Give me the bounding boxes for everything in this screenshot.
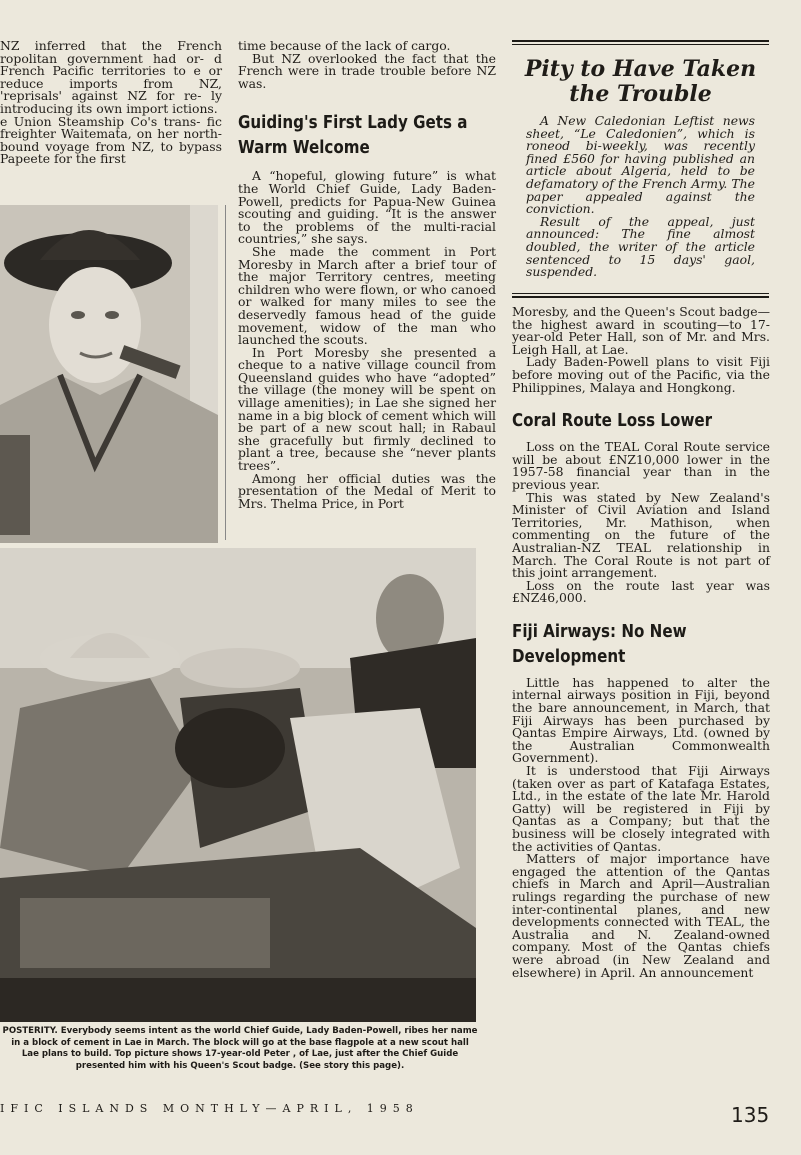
- cement-signing-photo: [0, 548, 476, 1022]
- column-2-intro: But NZ overlooked the fact that the French were in trade trouble before NZ was.: [238, 50, 496, 91]
- column-3-intro: Lady Baden-Powell plans to visit Fiji before moving out of the Pacific, via the Philippines, Malaya and Hongkong.: [512, 354, 770, 395]
- coral-route-heading: Coral Route Loss Lower: [512, 410, 713, 432]
- column-1: [0, 40, 222, 166]
- sidebar-bottom-rule: [512, 296, 769, 298]
- sidebar-paragraph: Result of the appeal, just announced: The fine almost doubled, the writer of the article sentenced to 15 days' gaol, suspended.: [526, 213, 755, 280]
- coral-route-paragraph: Loss on the TEAL Coral Route service will be about £NZ10,000 lower in the 1957-58 financial year than in the previous year.: [512, 439, 770, 492]
- sidebar-box: [512, 40, 769, 294]
- fiji-airways-heading: Fiji Airways: No New Development: [512, 620, 687, 667]
- fiji-airways-paragraph: Little has happened to alter the internal airways position in Fiji, beyond the bare announcement, in March, that Fiji Airways has been purchased by Qantas Empire Airways, Ltd. (owned by the Australian Commonwealth Government).: [512, 674, 770, 766]
- scout-portrait-illustration: [0, 205, 218, 543]
- guiding-heading: Guiding's First Lady Gets a Warm Welcome: [238, 112, 468, 159]
- guiding-paragraph: In Port Moresby she presented a cheque to a native village council from Queensland guides who have “adopted” the village (the money will be spent on village amenities); in Lae she signed her name in a big block of cement which will be part of a new scout hall; in Rabaul she gracefully but firmly declined to plant a tree, because she “never plants trees”.: [238, 344, 496, 474]
- cement-signing-illustration: [0, 548, 476, 1022]
- coral-route-paragraph: This was stated by New Zealand's Minister of Civil Aviation and Island Territories, Mr. Mathison, when commenting on the future of the Australian-NZ TEAL relationship in March. The Coral Route is not part of this joint arrangement.: [512, 489, 770, 581]
- column-2-intro: time because of the lack of cargo.: [238, 38, 451, 53]
- column-2: [238, 40, 496, 510]
- publication-footer: IFIC ISLANDS MONTHLY—APRIL, 1958: [0, 1102, 419, 1115]
- column-3: [512, 306, 770, 979]
- column-1-paragraph: e Union Steamship Co's trans- fic freighter Waitemata, on her north-bound voyage from NZ, to bypass Papeete for the first: [0, 113, 222, 167]
- guiding-paragraph: A “hopeful, glowing future” is what the World Chief Guide, Lady Baden-Powell, predicts for Papua-New Guinea scouting and guiding. “It is the answer to the problems of the multi-racial countries,” she says.: [238, 168, 496, 247]
- fiji-airways-paragraph: It is understood that Fiji Airways (taken over as part of Katafaga Estates, Ltd., in the estate of the late Mr. Harold Gatty) will be registered in Fiji by Qantas as a Company; but that the business will be closely integrated with the activities of Qantas.: [512, 763, 770, 854]
- photo-caption: POSTERITY. Everybody seems intent as the world Chief Guide, Lady Baden-Powell, ribes her name in a block of cement in Lae in March. The block will go at the base flagpole at a new scout hall Lae plans to build. Top picture shows 17-year-old Peter , of Lae, just after the Chief Guide presented him with his Queen's Scout badge. (See story this page).: [2, 1026, 478, 1071]
- coral-route-paragraph: Loss on the route last year was £NZ46,000.: [512, 577, 770, 606]
- page-number: 135: [731, 1103, 770, 1127]
- fiji-airways-paragraph: Matters of major importance have engaged the attention of the Qantas chiefs in March and April—Australian rulings regarding the purchase of new inter-continental planes, and new developments connected with TEAL, the Australia and N. Zealand-owned company. Most of the Qantas chiefs were abroad (in New Zealand and elsewhere) in April. An announcement: [512, 851, 770, 980]
- column-1-paragraph: NZ inferred that the French ropolitan government had or- d French Pacific territories to e or reduce imports from NZ, 'reprisals' against NZ for re- ly introducing its own import ictions.: [0, 38, 222, 116]
- column-divider: [225, 205, 226, 540]
- sidebar-title: Pity to Have Taken the Trouble: [524, 56, 757, 107]
- column-3-intro: Moresby, and the Queen's Scout badge—the highest award in scouting—to 17-year-old Peter Hall, son of Mr. and Mrs. Leigh Hall, at Lae.: [512, 304, 770, 357]
- guiding-paragraph: Among her official duties was the presentation of the Medal of Merit to Mrs. Thelma Price, in Port: [238, 470, 496, 511]
- scout-portrait-photo: [0, 205, 218, 543]
- guiding-paragraph: She made the comment in Port Moresby in March after a brief tour of the major Territory centres, meeting children who were flown, or who canoed or walked for many miles to see the deservedly famous head of the guide movement, widow of the man who launched the scouts.: [238, 243, 496, 348]
- sidebar-top-rule-thin: [512, 44, 769, 45]
- sidebar-paragraph: A New Caledonian Leftist news sheet, “Le Caledonien”, which is roneod bi-weekly, was recently fined £560 for having published an article about Algeria, held to be defamatory of the French Army. The paper appealed against the conviction.: [526, 113, 755, 217]
